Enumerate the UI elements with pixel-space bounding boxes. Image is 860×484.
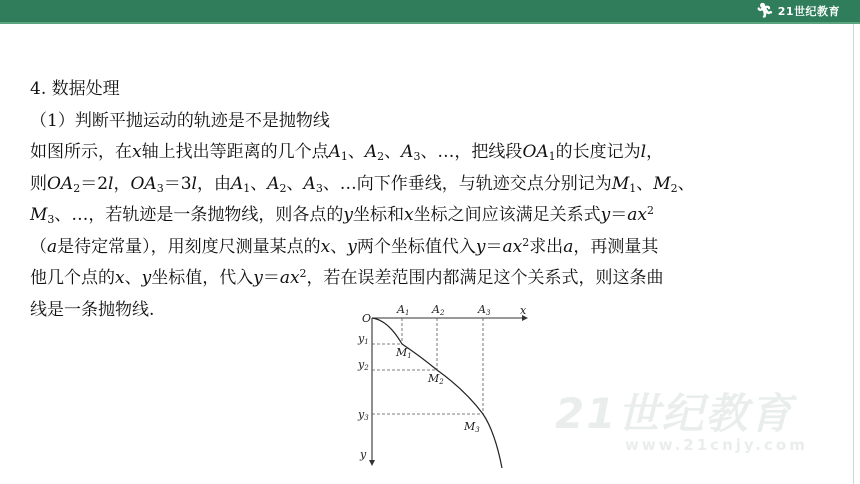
point-a2-sub: 2 <box>439 309 445 317</box>
paragraph-line-3: $M_3$、…，若轨迹是一条抛物线，则各点的y坐标和x坐标之间应该满足关系式$y=ax^2$ <box>30 204 654 226</box>
tick-y3-label: y3 <box>358 408 369 422</box>
watermark-main-text: 21世纪教育 <box>555 389 794 438</box>
tick-y1-label: y1 <box>358 332 369 346</box>
paragraph-line-5: 他几个点的x、y坐标值，代入$y=ax^2$，若在误差范围内都满足这个关系式，则这条曲 <box>30 267 664 288</box>
brand-logo <box>756 2 840 20</box>
tick-y2-label: y2 <box>358 358 369 372</box>
paragraph-line-6: 线是一条抛物线. <box>30 299 155 320</box>
point-m1-label: M1 <box>396 346 412 360</box>
paragraph <box>30 137 840 326</box>
runner-logo-icon: 🏃︎ <box>755 3 774 19</box>
paragraph-line-1: 如图所示，在x轴上找出等距离的几个点$A_1$、$A_2$、$A_3$、…，把线段$OA_1$的长度记为l， <box>30 142 664 163</box>
header-bar <box>0 0 860 22</box>
paragraph-line-4: （a是待定常量），用刻度尺测量某点的x、y两个坐标值代入$y=ax^2$求出a，再测量其 <box>30 235 659 257</box>
point-a3-sub: 3 <box>485 309 491 317</box>
watermark <box>555 389 808 454</box>
x-axis-label: x <box>520 304 527 317</box>
point-a3-label: A3 <box>478 303 491 317</box>
slide-content <box>30 74 840 326</box>
point-m2-label: M2 <box>428 372 444 386</box>
tick-y1-sub: 1 <box>364 338 369 346</box>
tick-y3-sub: 3 <box>364 414 369 422</box>
trajectory-diagram <box>350 300 550 472</box>
paragraph-line-2: 则$OA_2=2l$，$OA_3=3l$，由$A_1$、$A_2$、$A_3$、…向下作垂线，与轨迹交点分别记为$M_1$、$M_2$、 <box>30 173 695 195</box>
point-m3-sub: 3 <box>475 426 480 434</box>
point-a2-label: A2 <box>432 303 445 317</box>
point-a1-sub: 1 <box>404 309 410 317</box>
section-title: 4. 数据处理 <box>30 79 120 99</box>
point-m3-label: M3 <box>464 420 480 434</box>
logo-text: 21世纪教育 <box>777 5 840 18</box>
subheading: （1）判断平抛运动的轨迹是不是抛物线 <box>30 110 330 131</box>
watermark-url: www.21cnjy.com <box>625 436 808 454</box>
slide-frame-line <box>853 24 854 484</box>
y-axis-arrow <box>369 460 375 466</box>
tick-y2-sub: 2 <box>364 364 369 372</box>
point-m1-sub: 1 <box>407 352 412 360</box>
y-axis-label: y <box>360 448 367 461</box>
point-m2-sub: 2 <box>439 378 444 386</box>
point-a1-label: A1 <box>397 303 410 317</box>
header-accent-line <box>0 22 860 24</box>
origin-label: O <box>362 312 372 325</box>
